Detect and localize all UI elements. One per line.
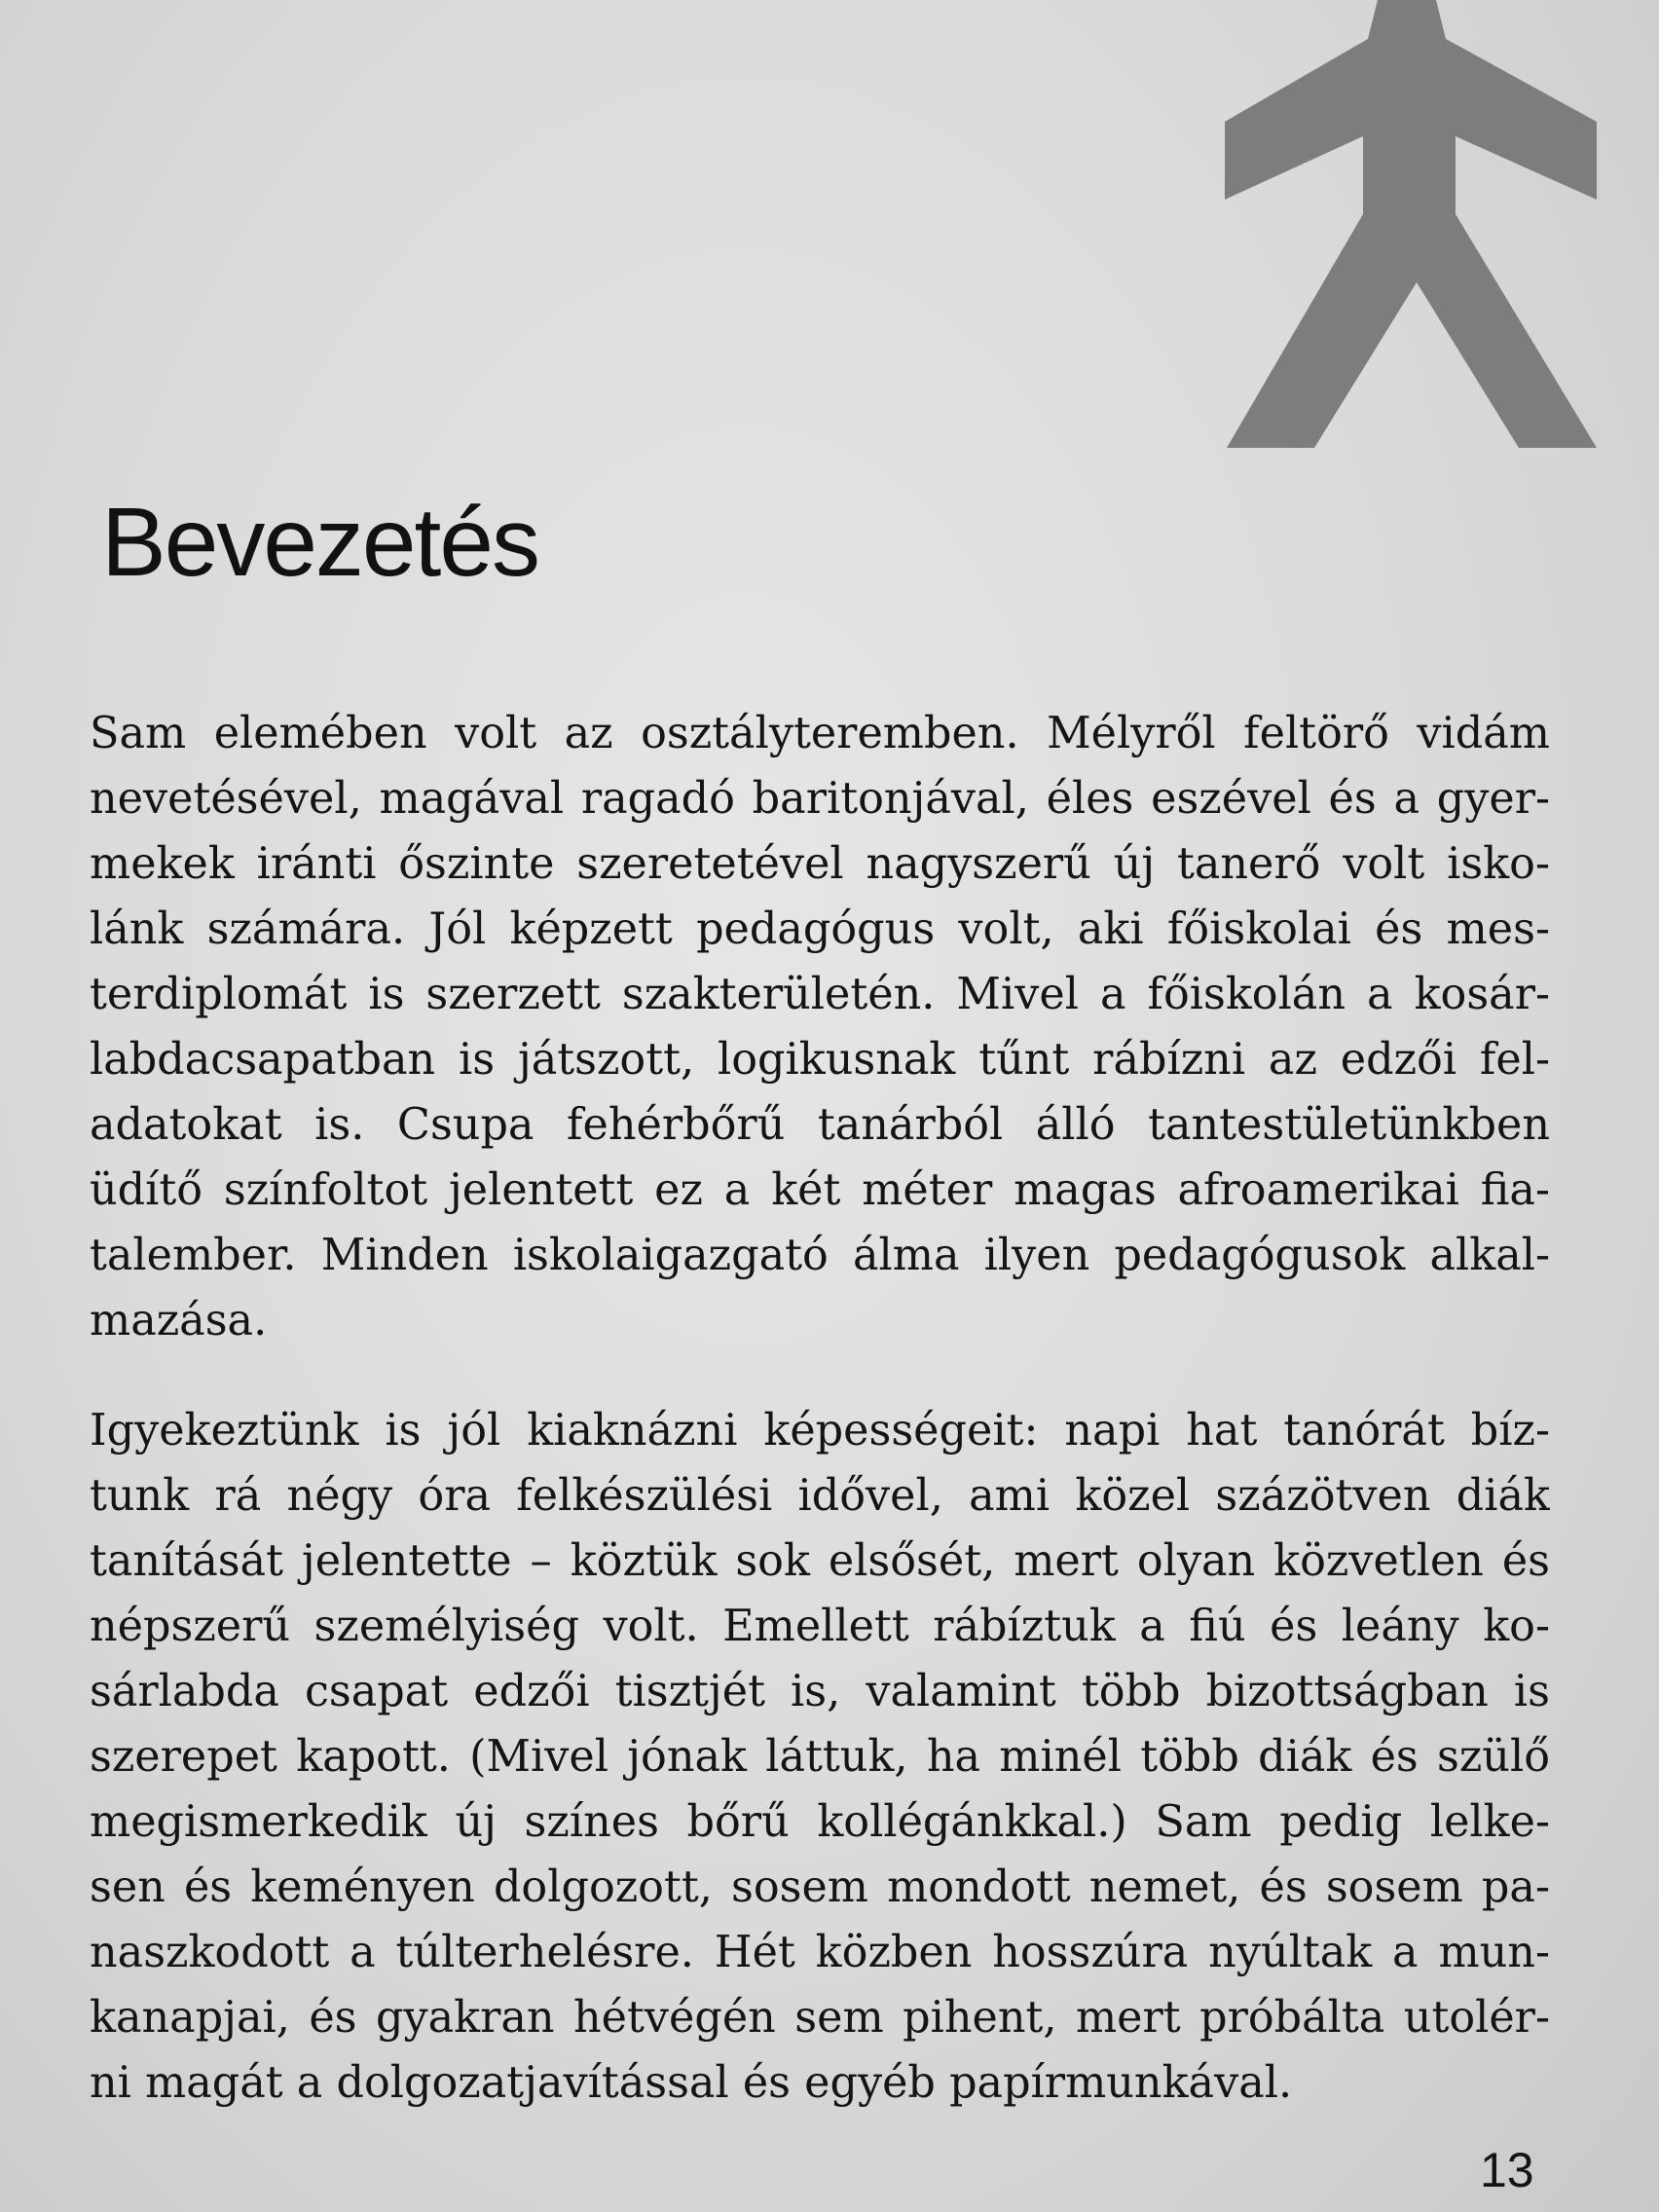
text-line: Igyekeztünk is jól kiaknázni képességeit: napi hat tanórát bíz- [90, 1406, 1550, 1456]
page-number: 13 [1480, 2143, 1534, 2197]
paragraph-2 [90, 1398, 1550, 2116]
text-line: sárlabda csapat edzői tisztjét is, valamint több bizottságban is [90, 1667, 1550, 1716]
text-line: mekek iránti őszinte szeretetével nagyszerű új tanerő volt isko- [90, 839, 1550, 889]
text-line: naszkodott a túlterhelésre. Hét közben hosszúra nyúltak a mun- [90, 1928, 1550, 1977]
text-line: talember. Minden iskolaigazgató álma ilyen pedagógusok alkal- [90, 1231, 1550, 1280]
text-line: szerepet kapott. (Mivel jónak láttuk, ha minél több diák és szülő [90, 1732, 1550, 1782]
body-text [90, 701, 1550, 2116]
text-line: ni magát a dolgozatjavítással és egyéb papírmunkával. [90, 2058, 1293, 2108]
text-line: adatokat is. Csupa fehérbőrű tanárból álló tantestületünkben [90, 1100, 1550, 1150]
text-line: megismerkedik új színes bőrű kollégánkkal.) Sam pedig lelke- [90, 1797, 1550, 1847]
text-line: mazása. [90, 1296, 268, 1346]
text-line: Sam elemében volt az osztályteremben. Mélyről feltörő vidám [90, 709, 1550, 758]
text-line: labdacsapatban is játszott, logikusnak tűnt rábízni az edzői fel- [90, 1035, 1550, 1085]
chapter-title: Bevezetés [101, 488, 538, 597]
stick-figure-icon [1207, 0, 1597, 458]
text-line: tanítását jelentette – köztük sok elsősét, mert olyan közvetlen és [90, 1536, 1550, 1586]
text-line: sen és keményen dolgozott, sosem mondott nemet, és sosem pa- [90, 1862, 1550, 1912]
text-line: tunk rá négy óra felkészülési idővel, ami közel százötven diák [90, 1471, 1550, 1521]
paragraph-1 [90, 701, 1550, 1353]
text-line: terdiplomát is szerzett szakterületén. Mivel a főiskolán a kosár- [90, 970, 1550, 1019]
text-line: lánk számára. Jól képzett pedagógus volt, aki főiskolai és mes- [90, 904, 1550, 954]
text-line: nevetésével, magával ragadó baritonjával, éles eszével és a gyer- [90, 774, 1550, 824]
text-line: kanapjai, és gyakran hétvégén sem pihent, mert próbálta utolér- [90, 1993, 1550, 2043]
text-line: üdítő színfoltot jelentett ez a két méter magas afroamerikai fia- [90, 1165, 1550, 1215]
text-line: népszerű személyiség volt. Emellett rábíztuk a fiú és leány ko- [90, 1602, 1550, 1651]
